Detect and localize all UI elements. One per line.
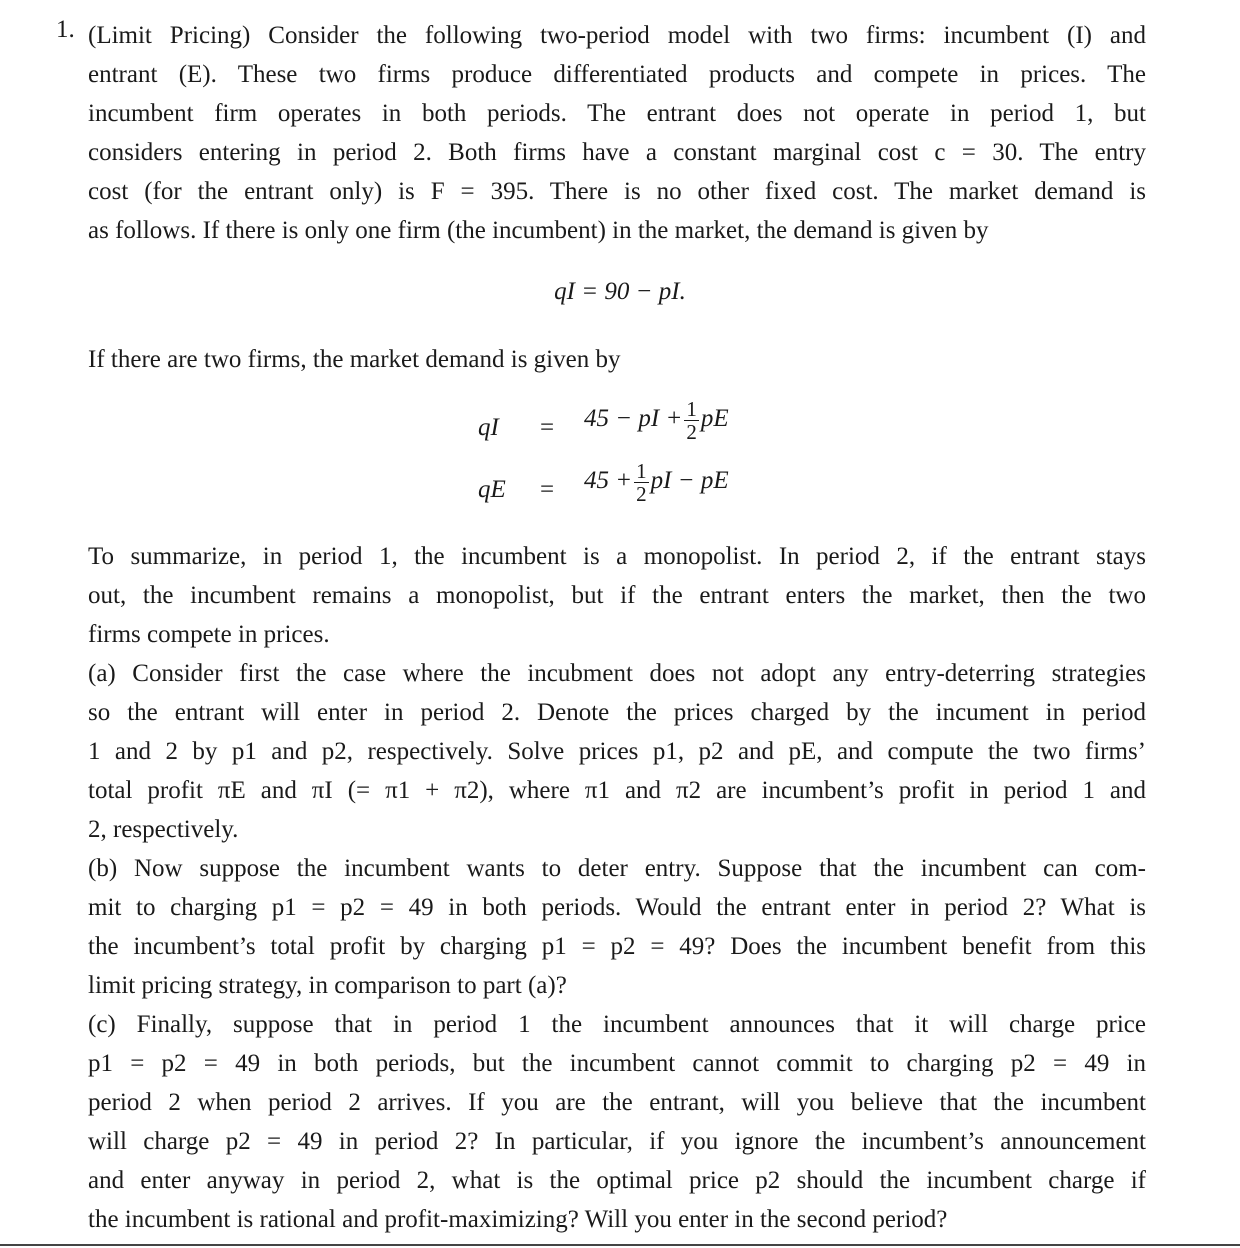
text-line: If there are two firms, the market demand is given by <box>88 346 621 373</box>
text-line: out, the incumbent remains a monopolist, but if the entrant enters the market, then the two <box>88 582 1146 609</box>
text-line: the incumbent is rational and profit-maximizing? Will you enter in the second period? <box>88 1206 948 1233</box>
rhs-part: 45 + <box>584 467 633 495</box>
text-line: and enter anyway in period 2, what is the optimal price p2 should the incumbent charge if <box>88 1167 1146 1194</box>
text-line: as follows. If there is only one firm (the incumbent) in the market, the demand is given by <box>88 217 989 244</box>
text-line: 1 and 2 by p1 and p2, respectively. Solve prices p1, p2 and pE, and compute the two firms’ <box>88 738 1146 765</box>
fraction-denominator: 2 <box>686 420 697 444</box>
duopoly-equation-incumbent <box>0 396 1240 456</box>
equation-equals: = <box>540 414 555 441</box>
text-line: (Limit Pricing) Consider the following two-period model with two firms: incumbent (I) and <box>88 22 1146 49</box>
text-line: so the entrant will enter in period 2. Denote the prices charged by the incument in period <box>88 699 1146 726</box>
equation-rhs <box>584 460 729 505</box>
text-line: total profit πE and πI (= π1 + π2), where π1 and π2 are incumbent’s profit in period 1 and <box>88 777 1146 804</box>
text-line: p1 = p2 = 49 in both periods, but the incumbent cannot commit to charging p2 = 49 in <box>88 1050 1146 1077</box>
text-line: firms compete in prices. <box>88 621 330 648</box>
summary-paragraph <box>88 537 1146 654</box>
part-a <box>88 654 1146 849</box>
fraction-one-half <box>684 398 699 443</box>
text-line: period 2 when period 2 arrives. If you are the entrant, will you believe that the incumbent <box>88 1089 1146 1116</box>
text-line: limit pricing strategy, in comparison to part (a)? <box>88 972 567 999</box>
text-line: the incumbent’s total profit by charging p1 = p2 = 49? Does the incumbent benefit from this <box>88 933 1146 960</box>
equation-rhs <box>584 398 729 443</box>
monopoly-demand-equation: qI = 90 − pI. <box>554 278 686 305</box>
bottom-divider <box>0 1244 1240 1246</box>
rhs-part: pI − pE <box>650 467 729 495</box>
text-line: will charge p2 = 49 in period 2? In particular, if you ignore the incumbent’s announcement <box>88 1128 1146 1155</box>
text-line: entrant (E). These two firms produce differentiated products and compete in prices. The <box>88 61 1146 88</box>
rhs-part: pE <box>700 405 729 433</box>
text-line: considers entering in period 2. Both firms have a constant marginal cost c = 30. The entry <box>88 139 1146 166</box>
text-line: cost (for the entrant only) is F = 395. There is no other fixed cost. The market demand is <box>88 178 1146 205</box>
part-c <box>88 1005 1146 1239</box>
two-firm-intro <box>88 340 1146 379</box>
text-line: mit to charging p1 = p2 = 49 in both periods. Would the entrant enter in period 2? What is <box>88 894 1146 921</box>
intro-paragraph <box>88 16 1146 250</box>
text-line: (a) Consider first the case where the incubment does not adopt any entry-deterring strategies <box>88 660 1146 687</box>
text-line: incumbent firm operates in both periods. The entrant does not operate in period 1, but <box>88 100 1146 127</box>
fraction-denominator: 2 <box>636 482 647 506</box>
equation-lhs: qI <box>478 414 499 441</box>
fraction-one-half <box>634 460 649 505</box>
equation-equals: = <box>540 476 555 503</box>
text-line: To summarize, in period 1, the incumbent is a monopolist. In period 2, if the entrant stays <box>88 543 1146 570</box>
fraction-numerator: 1 <box>636 459 647 483</box>
equation-lhs: qE <box>478 476 506 503</box>
duopoly-equation-entrant <box>0 458 1240 518</box>
text-line: (c) Finally, suppose that in period 1 the incumbent announces that it will charge price <box>88 1011 1146 1038</box>
text-line: 2, respectively. <box>88 816 239 843</box>
problem-number: 1. <box>56 16 75 43</box>
part-b <box>88 849 1146 1005</box>
rhs-part: 45 − pI + <box>584 405 683 433</box>
fraction-numerator: 1 <box>686 397 697 421</box>
text-line: (b) Now suppose the incumbent wants to deter entry. Suppose that the incumbent can com- <box>88 855 1146 882</box>
